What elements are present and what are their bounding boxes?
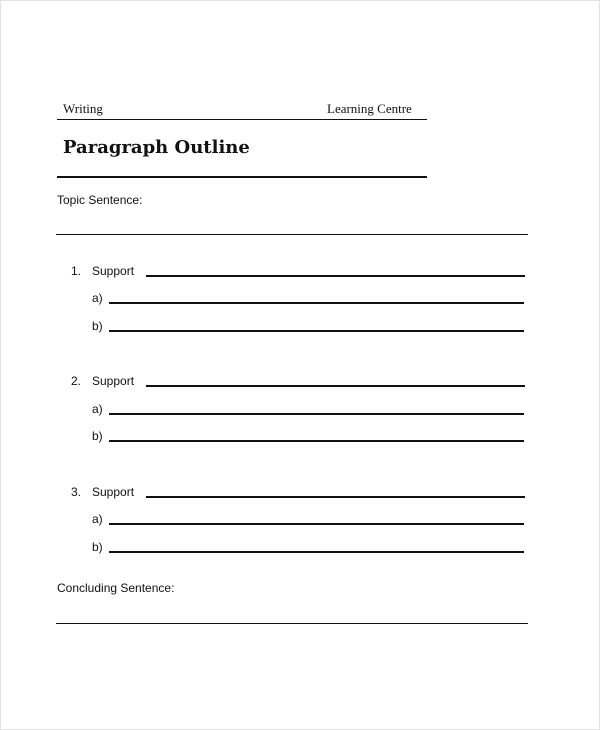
concluding-sentence-line[interactable] — [56, 623, 528, 624]
support-line[interactable] — [146, 385, 525, 387]
support-number: 1. — [71, 264, 82, 278]
topic-sentence-label: Topic Sentence: — [57, 193, 143, 207]
header-writing: Writing — [63, 101, 103, 116]
support-line[interactable] — [146, 275, 525, 277]
sub-line-b[interactable] — [109, 551, 524, 553]
support-label: Support — [92, 264, 135, 278]
sub-line-a[interactable] — [109, 413, 524, 415]
sub-label-b: b) — [92, 429, 103, 443]
support-number: 3. — [71, 485, 82, 499]
support-number: 2. — [71, 374, 82, 388]
topic-sentence-line[interactable] — [56, 234, 528, 235]
sub-label-b: b) — [92, 540, 103, 554]
sub-line-b[interactable] — [109, 440, 524, 442]
support-label: Support — [92, 485, 135, 499]
sub-line-a[interactable] — [109, 302, 524, 304]
page-title: Paragraph Outline — [63, 137, 250, 158]
sub-label-b: b) — [92, 319, 103, 333]
title-rule — [57, 176, 427, 178]
sub-label-a: a) — [92, 512, 103, 526]
header-learning-centre: Learning Centre — [327, 101, 412, 116]
concluding-sentence-label: Concluding Sentence: — [57, 581, 175, 595]
sub-label-a: a) — [92, 291, 103, 305]
header-rule — [57, 119, 427, 120]
sub-label-a: a) — [92, 402, 103, 416]
support-label: Support — [92, 374, 135, 388]
sub-line-a[interactable] — [109, 523, 524, 525]
support-line[interactable] — [146, 496, 525, 498]
sub-line-b[interactable] — [109, 330, 524, 332]
